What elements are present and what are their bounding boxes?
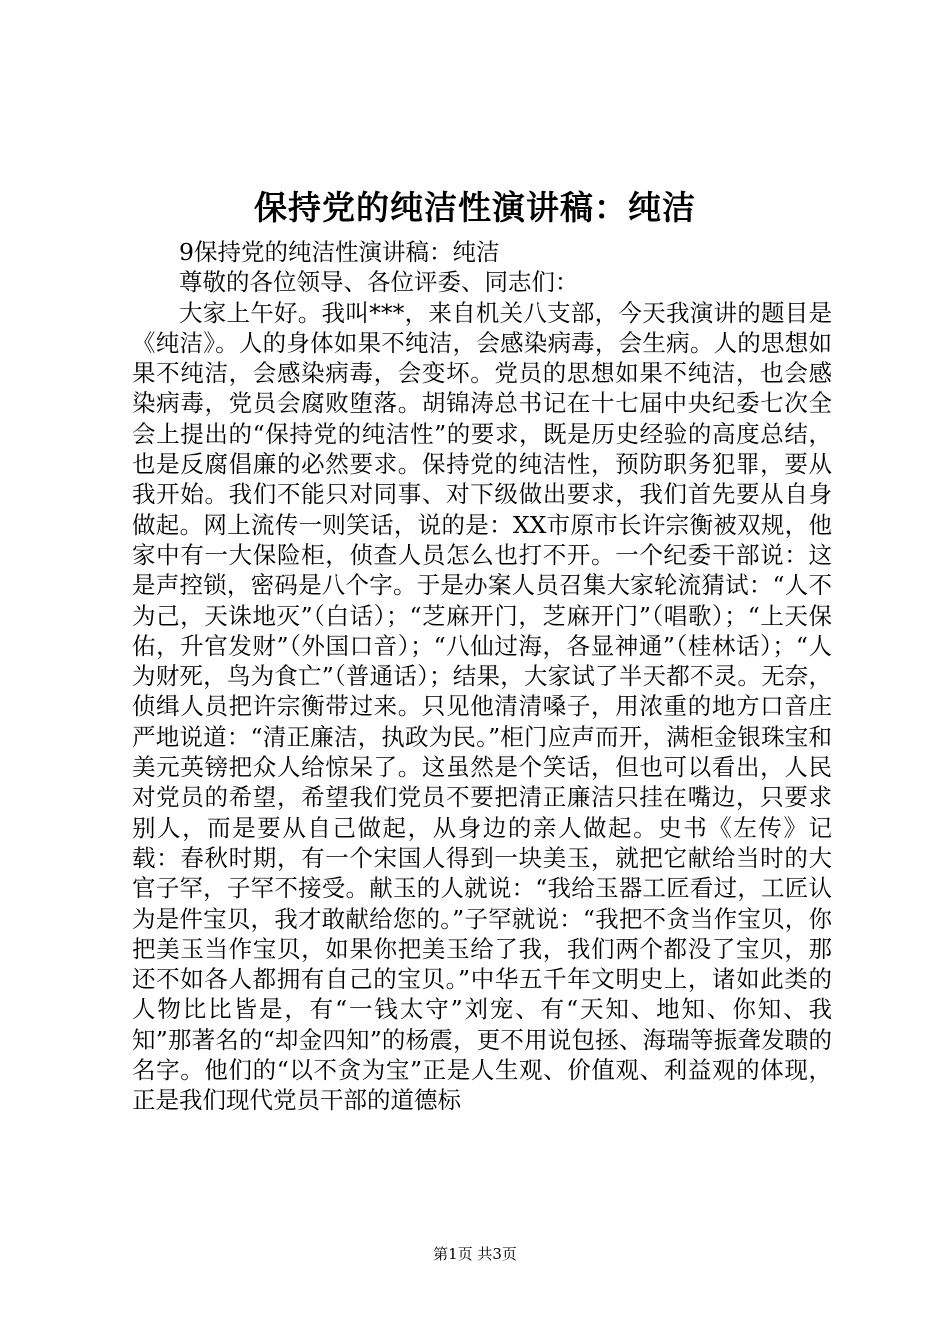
document-title: 保持党的纯洁性演讲稿：纯洁: [254, 188, 696, 227]
body-paragraph: 大家上午好。我叫***，来自机关八支部，今天我演讲的题目是《纯洁》。人的身体如果不纯洁，会感染病毒，会生病。人的思想如果不纯洁，会感染病毒，会变坏。党员的思想如果不纯洁，也会感染病毒，党员会腐败堕落。胡锦涛总书记在十七届中央纪委七次全会上提出的“保持党的纯洁性”的要求，既是历史经验的高度总结，也是反腐倡廉的必然要求。保持党的纯洁性，预防职务犯罪，要从我开始。我们不能只对同事、对下级做出要求，我们首先要从自身做起。网上流传一则笑话，说的是：XX市原市长许宗衡被双规，他家中有一大保险柜，侦查人员怎么也打不开。一个纪委干部说：这是声控锁，密码是八个字。于是办案人员召集大家轮流猜试：“人不为己，天诛地灭”（白话）；“芝麻开门，芝麻开门”（唱歌）；“上天保佑，升官发财”（外国口音）；“八仙过海，各显神通”（桂林话）；“人为财死，鸟为食亡”（普通话）；结果，大家试了半天都不灵。无奈，侦缉人员把许宗衡带过来。只见他清清嗓子，用浓重的地方口音庄严地说道：“清正廉洁，执政为民。”柜门应声而开，满柜金银珠宝和美元英镑把众人给惊呆了。这虽然是个笑话，但也可以看出，人民对党员的希望，希望我们党员不要把清正廉洁只挂在嘴边，只要求别人，而是要从自己做起，从身边的亲人做起。史书《左传》记载：春秋时期，有一个宋国人得到一块美玉，就把它献给当时的大官子罕，子罕不接受。献玉的人就说：“我给玉器工匠看过，工匠认为是件宝贝，我才敢献给您的。”子罕就说：“我把不贪当作宝贝，你把美玉当作宝贝，如果你把美玉给了我，我们两个都没了宝贝，那还不如各人都拥有自己的宝贝。”中华五千年文明史上，诸如此类的人物比比皆是，有“一钱太守”刘宠、有“天知、地知、你知、我知”那著名的“却金四知”的杨震，更不用说包拯、海瑞等振聋发聩的名字。他们的“以不贪为宝”正是人生观、价值观、利益观的体现，正是我们现代党员干部的道德标: [132, 298, 832, 1115]
salutation: 尊敬的各位领导、各位评委、同志们：: [179, 268, 579, 297]
document-body: [132, 237, 832, 1116]
page-footer: 第1页 共3页: [433, 1245, 517, 1263]
subtitle-line: 9保持党的纯洁性演讲稿：纯洁: [179, 238, 500, 266]
